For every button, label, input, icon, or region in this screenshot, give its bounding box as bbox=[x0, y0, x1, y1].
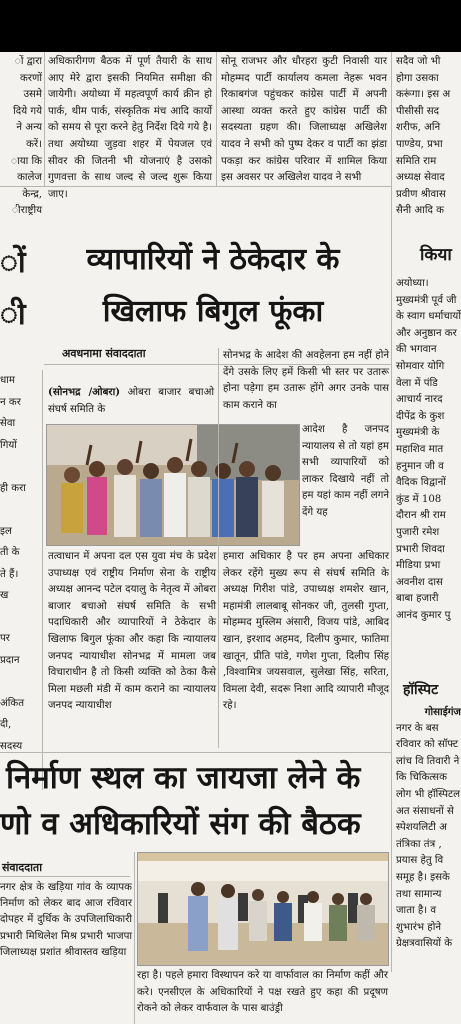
headline-construction-line1: निर्माण स्थल का जायजा लेने के bbox=[6, 760, 361, 796]
side-head-kiya: किया bbox=[420, 245, 452, 265]
col-mid-low: रहा है। पहले हमारा विस्थापन करे या वार्फावाल का निर्माण कहीं और करे। एनसीएल के अधिकारियों ने पक्ष रखते हुए कहा की प्रदूषण रोकने को लेकर वार्फवाल के पास बाउंड्री bbox=[137, 970, 388, 1015]
dateline: (सोनभद्र /ओबरा) bbox=[48, 386, 121, 398]
col-d-low-head: गोसाईगंज bbox=[424, 706, 461, 718]
article-col2-top: सोनभद्र के आदेश की अवहेलना हम नहीं होने देंगे उसके लिए हमें किसी भी स्तर पर उतारू होना पड़ेगा हम उतारू होंगे अगर उनके पास काम कराने का bbox=[223, 350, 389, 411]
viewer-top-bar bbox=[0, 0, 461, 52]
headline-construction-line2: णो व अधिकारियों संग की बैठक bbox=[0, 806, 361, 842]
col-d-mid: अयोध्या। मुख्यमंत्री पूर्व जी के स्वाग धर्माचार्यो और अनुष्ठान कर की भगवान सोमवार योगि वेला में पंडि आचार्य नारद दीपेंद्र के कुश मुख्यमंत्री के महाशिव मात हनुमान जी व वैदिक विद्वानों कुंड में 108 दौरान श्री राम पुजारी रमेश प्रभारी शिवदा मीडिया प्रभा अवनीश दास बाबा हजारी आनंद कुमार पु bbox=[396, 278, 461, 621]
col-d-top-fragments: सदैव जो भी होगा उसका करूंगा। इस अ पीसीसी सद शरीफ, अनि पाण्डेय, प्रभा समिति राम अध्यक्ष सेवाद प्रवीण श्रीवास सैनी आदि क bbox=[396, 56, 451, 217]
article-body-col2: हमारा अधिकार है पर हम अपना अधिकार लेकर रहेंगे मुख्य रूप से संघर्ष समिति के अध्यक्ष गिरीश पांडे, उपाध्यक्ष शमशेर खान, महामंत्री लालबाबू सोनकर जी, तुलसी गुप्ता, मोहम्मद मुस्लिम अंसारी, विजय पांडे, आबिद खान, इरशाद अहमद, दिलीप कुमार, फातिमा खातून, प्रीति पांडे, गणेश गुप्ता, दिलीप सिंह ,विश्वामित्र जयसवाल, सुलेखा सिंह, सरिता, विमला देवी, सदरू निशा आदि व्यापारी मौजूद रहे। bbox=[223, 551, 389, 712]
col-c-top-article: सोनू राजभर और धौरहरा कुटी निवासी यार मोहम्मद पार्टी कार्यालय कमला नेहरू भवन रिकाबगंज पहुंचकर कांग्रेस पार्टी में अपनी आस्था व्यक्त करते हुए कांग्रेस पार्टी की सदस्यता ग्रहण की। जिलाध्यक्ष अखिलेश यादव ने सभी को पुष्प देकर व पार्टी का झंडा पकड़ा कर कांग्रेस परिवार में शामिल किया इस अवसर पर अखिलेश यादव ने सभी bbox=[221, 56, 387, 184]
headline-traders-line2: खिलाफ बिगुल फूंका bbox=[102, 294, 324, 329]
side-head-hospital: हॉस्पिट bbox=[403, 682, 439, 698]
col-d-low: गोसाईगंज नगर के बस रविवार को सॉफ्ट लांच वि तिवारी ने कि चिकित्सक लोग भी हॉस्पिटल अत संसाधनों से स्पेशयलिटी अ तंत्रिका तंत्र , प्रयास हेतु वि समूह है। इसके तथा सामान्य जाता है। व शुभारंभ होने ग्रेक्षत्रवासियों के bbox=[396, 706, 461, 950]
article-col2-narrow: आदेश है जनपद न्यायालय से तो यहां हम सभी व्यापारियों को लाकर दिखाये नहीं तो हम यहां काम नहीं लगने देंगे यह bbox=[302, 424, 389, 518]
col-a-top-fragments: ों द्वारा करणों उसमे दिये गये ने अन्य करें। ाया कि कालेज केन्द्र, ीराष्ट्रीय bbox=[11, 56, 42, 217]
col-b-top-article: अधिकारीगण बैठक में पूर्ण तैयारी के साथ आए मेरे द्वारा इसकी नियमित समीक्षा की जायेगी। अयोध्या में महत्वपूर्ण कार्य क्रीन हो पार्क, थीम पार्क, संस्कृतिक मंच आदि कार्यो को समय से पूरा करने हेतु निर्देश दिये गये है। तथा अयोध्या जुड़वा शहर में पेयजल एवं सीवर की जितनी भी योजनाएं है उसको गुणवत्ता के साथ जल्द से जल्द शुरू किया जाए। bbox=[48, 56, 212, 200]
byline-2: संवाददाता bbox=[2, 861, 43, 874]
newspaper-page bbox=[0, 52, 461, 1024]
article-lead: (सोनभद्र /ओबरा) ओबरा बाजार बचाओ संघर्ष समिति के bbox=[48, 386, 214, 415]
traders-protest-photo bbox=[46, 424, 300, 546]
meeting-photo bbox=[137, 852, 389, 966]
article-body-col1: तत्वाधान में अपना दल एस युवा मंच के प्रदेश उपाध्यक्ष एवं राष्ट्रीय निर्माण सेना के राष्ट्रीय अध्यक्ष आनन्द पटेल दयालु के नेतृत्व में ओबरा बाजार बचाओ संघर्ष समिति के सभी पदाधिकारी और व्यापारियों ने ठेकेदार के खिलाफ बिगुल फूंका और कहा कि न्यायालय जनपद न्यायाधीश सोनभद्र में मामला जब विचाराधीन है तो किसी व्यक्ति को ठेका कैसे मिला मछली मंडी में काम कराने का न्यायालय जनपद न्यायाधीश bbox=[48, 551, 216, 712]
byline: अवधनामा संवाददाता bbox=[62, 347, 146, 360]
col-a-mid-fragments: धाम न कर सेवा गियों ही करा इल ती के ते हैं। ख पर प्रदान अंकित दी, सदस्य bbox=[0, 375, 26, 752]
headline-traders-line1: व्यापारियों ने ठेकेदार के bbox=[86, 242, 340, 277]
col-a-low: नगर क्षेत्र के खड़िया गांव के व्यापक निर्माण को लेकर बाद आज रविवार दोपहर में दुर्धिक के उपजिलाधिकारी प्रभारी मिथिलेश मिश्र प्रभारी भाजपा जिलाध्यक्ष प्रशांत श्रीवास्तव खड़िया bbox=[0, 882, 132, 958]
left-fragment-headline: ों ी bbox=[0, 245, 26, 332]
